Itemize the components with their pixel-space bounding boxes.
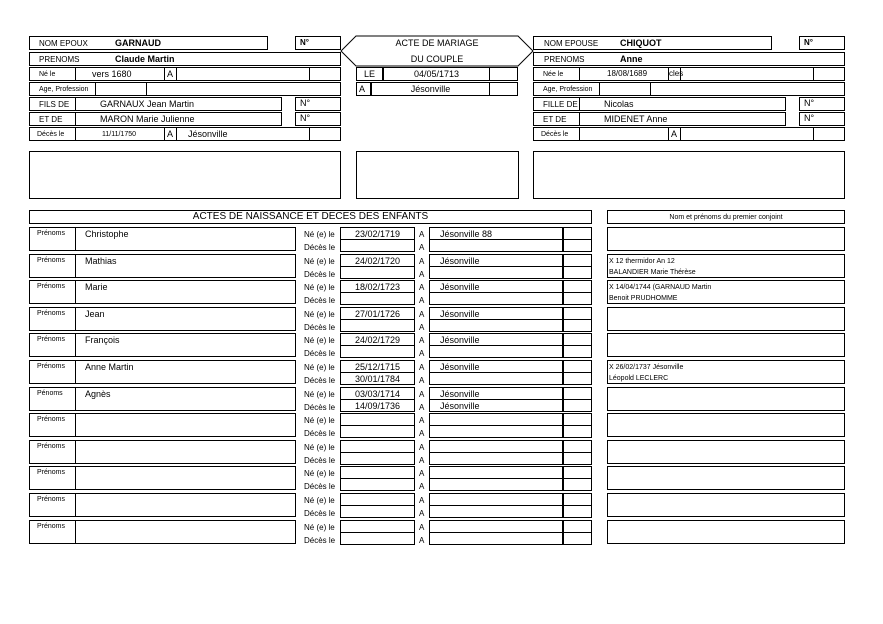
child-death-extra-field[interactable] [563, 319, 592, 332]
wife-death-label: Décès le [541, 131, 569, 138]
wife-father-number-label: N° [804, 98, 815, 108]
child-death-place-field[interactable] [429, 266, 563, 279]
child-spouse-box[interactable] [607, 387, 845, 411]
child-spouse-line2: BALANDIER Marie Thérèse [609, 269, 696, 276]
child-death-place-field[interactable] [429, 505, 563, 518]
child-birth-label: Né (e) le [304, 230, 335, 239]
child-death-label: Décès le [304, 349, 336, 358]
child-birth-label: Né (e) le [304, 283, 335, 292]
marriage-place-label: A [359, 84, 366, 94]
child-death-extra-field[interactable] [563, 478, 592, 491]
child-birth-label: Né (e) le [304, 496, 335, 505]
husband-father-number-label: N° [300, 98, 311, 108]
child-birth-place: Jésonville 88 [440, 229, 493, 239]
child-death-date-field[interactable] [340, 319, 415, 332]
child-prenoms-label: Prénoms [37, 310, 66, 317]
child-birth-date: 24/02/1729 [354, 335, 401, 345]
wife-number-label: N° [804, 38, 813, 47]
child-prenom: Christophe [85, 229, 129, 239]
child-spouse-box[interactable] [607, 413, 845, 437]
marriage-date: 04/05/1713 [413, 69, 460, 79]
child-prenoms-label: Prénoms [37, 363, 66, 370]
child-birth-a-label: A [419, 257, 425, 266]
child-prenom: Mathias [85, 256, 117, 266]
child-death-label: Décès le [304, 323, 336, 332]
child-birth-a-label: A [419, 390, 425, 399]
child-death-extra-field[interactable] [563, 239, 592, 252]
child-prenom: Marie [85, 282, 108, 292]
child-birth-place: Jésonville [440, 335, 480, 345]
child-death-extra-field[interactable] [563, 505, 592, 518]
child-prenom: Agnès [85, 389, 111, 399]
child-spouse-line2: Léopold LECLERC [609, 375, 669, 382]
child-death-a-label: A [419, 403, 425, 412]
wife-mother-number-label: N° [804, 113, 815, 123]
marriage-place: Jésonville [410, 84, 451, 94]
child-name-field[interactable] [75, 520, 296, 544]
child-death-label: Décès le [304, 270, 336, 279]
child-spouse-box[interactable] [607, 307, 845, 331]
child-death-extra-field[interactable] [563, 372, 592, 385]
child-birth-date: 23/02/1719 [354, 229, 401, 239]
husband-name-label: NOM EPOUX [39, 39, 88, 48]
child-death-date-field[interactable] [340, 532, 415, 545]
child-death-extra-field[interactable] [563, 292, 592, 305]
child-death-place-field[interactable] [429, 532, 563, 545]
husband-name[interactable]: GARNAUD [115, 38, 161, 48]
wife-mother: MIDENET Anne [604, 114, 668, 124]
child-death-date-field[interactable] [340, 266, 415, 279]
child-birth-a-label: A [419, 336, 425, 345]
child-death-place-field[interactable] [429, 319, 563, 332]
child-birth-a-label: A [419, 496, 425, 505]
child-death-a-label: A [419, 536, 425, 545]
child-death-place: Jésonville [440, 401, 480, 411]
child-death-a-label: A [419, 243, 425, 252]
wife-prenoms-label: PRENOMS [544, 55, 585, 64]
child-death-date-field[interactable] [340, 292, 415, 305]
children-section-title: ACTES DE NAISSANCE ET DECES DES ENFANTS [192, 211, 429, 222]
child-death-label: Décès le [304, 429, 336, 438]
wife-name-label: NOM EPOUSE [544, 39, 599, 48]
child-name-field[interactable] [75, 440, 296, 464]
wife-birth-place-box[interactable] [680, 67, 814, 81]
wife-birth-extra: cles [669, 69, 684, 78]
marriage-date-label: LE [364, 69, 376, 79]
child-death-label: Décès le [304, 243, 336, 252]
child-death-extra-field[interactable] [563, 532, 592, 545]
child-death-date-field[interactable] [340, 239, 415, 252]
child-death-a-label: A [419, 323, 425, 332]
child-name-field[interactable] [75, 413, 296, 437]
marriage-title: ACTE DE MARIAGE [395, 38, 479, 48]
child-death-place-field[interactable] [429, 345, 563, 358]
husband-death-a-label: A [167, 129, 174, 139]
child-prenoms-label: Prénoms [37, 496, 66, 503]
husband-number-label: N° [300, 38, 309, 47]
husband-death-label: Décès le [37, 131, 65, 138]
child-birth-label: Né (e) le [304, 469, 335, 478]
husband-mother-label: ET DE [39, 115, 63, 124]
husband-mother-number-label: N° [300, 113, 311, 123]
wife-death-a-label: A [671, 129, 678, 139]
child-death-extra-field[interactable] [563, 399, 592, 412]
child-death-date-field[interactable] [340, 425, 415, 438]
child-name-field[interactable] [75, 280, 296, 304]
husband-age-label: Age, Profession [39, 86, 89, 93]
wife-birth-label: Née le [543, 71, 564, 78]
child-death-place-field[interactable] [429, 478, 563, 491]
child-birth-label: Né (e) le [304, 523, 335, 532]
child-birth-date: 24/02/1720 [354, 256, 401, 266]
child-prenoms-label: Prénoms [37, 523, 66, 530]
child-death-a-label: A [419, 349, 425, 358]
marriage-subtitle: DU COUPLE [410, 54, 464, 64]
child-name-field[interactable] [75, 307, 296, 331]
child-birth-a-label: A [419, 283, 425, 292]
wife-mother-label: ET DE [543, 115, 567, 124]
child-birth-label: Né (e) le [304, 390, 335, 399]
child-birth-a-label: A [419, 416, 425, 425]
child-death-date-field[interactable] [340, 478, 415, 491]
child-spouse-line2: Benoit PRUDHOMME [609, 295, 678, 302]
child-spouse-box[interactable] [607, 333, 845, 357]
husband-birth-label: Né le [39, 71, 56, 78]
child-birth-a-label: A [419, 310, 425, 319]
child-death-date: 14/09/1736 [354, 401, 401, 411]
child-birth-date: 03/03/1714 [354, 389, 401, 399]
child-birth-date: 25/12/1715 [354, 362, 401, 372]
wife-father-label: FILLE DE [543, 100, 578, 109]
child-prenom: François [85, 335, 120, 345]
child-birth-place: Jésonville [440, 309, 480, 319]
spouse-column-title: Nom et prénoms du premier conjoint [669, 214, 783, 221]
child-spouse-box[interactable] [607, 520, 845, 544]
child-death-a-label: A [419, 509, 425, 518]
child-prenoms-label: Prénoms [37, 469, 66, 476]
child-spouse-box[interactable] [607, 466, 845, 490]
child-death-place-field[interactable] [429, 239, 563, 252]
child-death-place-field[interactable] [429, 292, 563, 305]
wife-prenoms[interactable]: Anne [620, 54, 643, 64]
child-prenoms-label: Prénoms [37, 283, 66, 290]
child-prenoms-label: Prénoms [37, 257, 66, 264]
child-prenoms-label: Pénoms [37, 390, 63, 397]
child-death-date-field[interactable] [340, 345, 415, 358]
child-prenom: Jean [85, 309, 105, 319]
child-death-label: Décès le [304, 403, 336, 412]
child-death-label: Décès le [304, 296, 336, 305]
wife-name[interactable]: CHIQUOT [620, 38, 662, 48]
husband-father: GARNAUX Jean Martin [100, 99, 195, 109]
child-death-label: Décès le [304, 509, 336, 518]
husband-prenoms-label: PRENOMS [39, 55, 80, 64]
child-death-a-label: A [419, 482, 425, 491]
husband-birth-a-label: A [167, 69, 174, 79]
husband-death-date: 11/11/1750 [102, 131, 136, 138]
child-death-date-field[interactable] [340, 505, 415, 518]
wife-father: Nicolas [604, 99, 634, 109]
child-birth-date: 18/02/1723 [354, 282, 401, 292]
child-birth-place: Jésonville [440, 389, 480, 399]
child-death-label: Décès le [304, 482, 336, 491]
child-prenoms-label: Prénoms [37, 230, 66, 237]
child-death-extra-field[interactable] [563, 425, 592, 438]
husband-death-place: Jésonville [188, 129, 228, 139]
child-birth-label: Né (e) le [304, 416, 335, 425]
child-prenom: Anne Martin [85, 362, 134, 372]
child-death-label: Décès le [304, 536, 336, 545]
child-birth-place: Jésonville [440, 282, 480, 292]
wife-death-place-box[interactable] [680, 127, 814, 141]
child-prenoms-label: Prénoms [37, 416, 66, 423]
child-prenoms-label: Prénoms [37, 443, 66, 450]
child-death-extra-field[interactable] [563, 452, 592, 465]
wife-age-label: Age, Profession [543, 86, 593, 93]
marriage-notes-box[interactable] [356, 151, 519, 199]
husband-birth-date: vers 1680 [92, 69, 132, 79]
husband-mother: MARON Marie Julienne [100, 114, 195, 124]
child-death-a-label: A [419, 456, 425, 465]
child-name-field[interactable] [75, 493, 296, 517]
child-spouse-box[interactable] [607, 227, 845, 251]
child-death-date: 30/01/1784 [354, 374, 401, 384]
child-death-extra-field[interactable] [563, 345, 592, 358]
child-birth-a-label: A [419, 469, 425, 478]
child-birth-date: 27/01/1726 [354, 309, 401, 319]
child-spouse-box[interactable] [607, 440, 845, 464]
child-spouse-line1: X 26/02/1737 Jésonville [609, 364, 684, 371]
child-birth-label: Né (e) le [304, 310, 335, 319]
child-spouse-line1: X 14/04/1744 (GARNAUD Martin [609, 284, 712, 291]
child-birth-a-label: A [419, 230, 425, 239]
husband-father-label: FILS DE [39, 100, 70, 109]
child-death-a-label: A [419, 429, 425, 438]
child-death-date-field[interactable] [340, 452, 415, 465]
child-death-label: Décès le [304, 376, 336, 385]
child-death-place-field[interactable] [429, 452, 563, 465]
child-birth-a-label: A [419, 443, 425, 452]
wife-age-field[interactable] [599, 82, 651, 96]
child-spouse-line1: X 12 thermidor An 12 [609, 258, 675, 265]
child-death-place-field[interactable] [429, 425, 563, 438]
child-death-extra-field[interactable] [563, 266, 592, 279]
child-birth-label: Né (e) le [304, 257, 335, 266]
husband-prenoms[interactable]: Claude Martin [115, 54, 175, 64]
child-death-a-label: A [419, 296, 425, 305]
child-birth-label: Né (e) le [304, 336, 335, 345]
child-death-place-field[interactable] [429, 372, 563, 385]
child-death-a-label: A [419, 270, 425, 279]
child-birth-place: Jésonville [440, 362, 480, 372]
child-birth-a-label: A [419, 523, 425, 532]
wife-death-date-box[interactable] [579, 127, 669, 141]
child-prenoms-label: Prénoms [37, 336, 66, 343]
child-birth-label: Né (e) le [304, 363, 335, 372]
child-death-a-label: A [419, 376, 425, 385]
child-birth-label: Né (e) le [304, 443, 335, 452]
child-birth-place: Jésonville [440, 256, 480, 266]
child-birth-a-label: A [419, 363, 425, 372]
child-spouse-box[interactable] [607, 493, 845, 517]
child-death-label: Décès le [304, 456, 336, 465]
wife-notes-box[interactable] [533, 151, 845, 199]
child-name-field[interactable] [75, 466, 296, 490]
wife-birth-date: 18/08/1689 [607, 69, 648, 78]
